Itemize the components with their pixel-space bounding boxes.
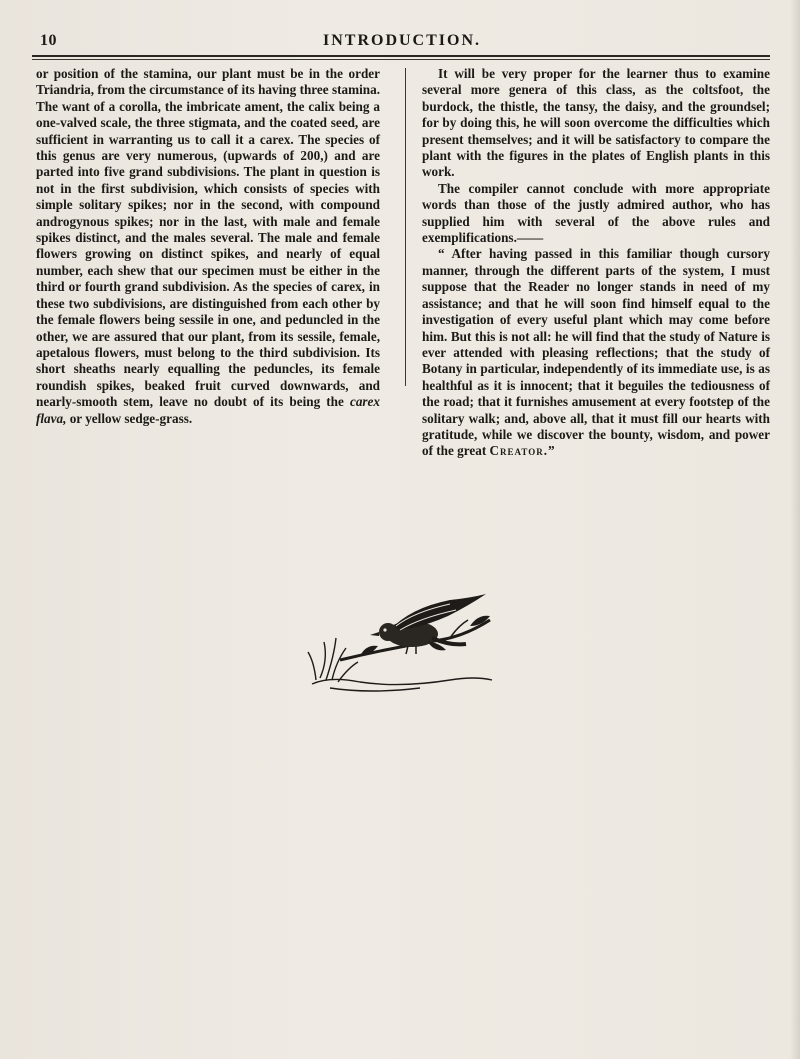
bird-on-branch-vignette-icon	[300, 590, 500, 700]
page-number: 10	[40, 32, 57, 49]
right-paragraph-2: The compiler cannot conclude with more appropriate words than those of the justly admired author, who has supplied him with several of the above rules and exemplifications.——	[422, 180, 770, 246]
creator-word: Creator.	[489, 443, 549, 459]
left-paragraph	[36, 66, 380, 427]
left-column	[36, 66, 380, 427]
page-edge-shadow	[790, 0, 800, 1059]
page-header	[32, 26, 772, 56]
right-column	[422, 66, 770, 460]
header-rule-thin	[32, 59, 770, 60]
column-divider	[405, 68, 406, 386]
closing-quote: ”	[548, 443, 555, 459]
species-name: carex flava,	[36, 394, 380, 426]
right-paragraph-1: It will be very proper for the learner thus to examine several more genera of this class, as the coltsfoot, the burdock, the thistle, the tansy, the daisy, and the groundsel; for by doing this, he will soon overcome the difficulties which present themselves; and it will be satisfactory to compare the plant with the figures in the plates of English plants in this work.	[422, 66, 770, 180]
right-paragraph-3	[422, 246, 770, 459]
quote-text: “ After having passed in this familiar though cursory manner, through the different parts of the system, I must suppose that the Reader no longer stands in need of my assistance; and that he will soon find himself equal to the investigation of every useful plant which may come before him. But this is not all: he will find that the study of Nature is ever attended with pleasing reflections; that the study of Botany in particular, independently of its immediate use, is as healthful as it is innocent; that it beguiles the tediousness of the road; that it furnishes amusement at every footstep of the solitary walk; and, above all, that it must fill our hearts with gratitude, while we discover the bounty, wisdom, and power of the great	[422, 246, 770, 459]
left-paragraph-end: or yellow sedge-grass.	[69, 410, 193, 426]
running-title: INTRODUCTION.	[322, 32, 481, 49]
header-rule-thick	[32, 55, 770, 57]
left-paragraph-text: or position of the stamina, our plant must be in the order Triandria, from the circumstance of its having three stamina. The want of a corolla, the imbricate ament, the calix being a one-valved scale, the three stigmata, and the coated seed, are sufficient in warranting us to call it a carex. The species of this genus are very numerous, (upwards of 200,) and are parted into five grand subdivisions. The plant in question is not in the first subdivision, which consists of species with simple solitary spikes; nor in the second, with compound androgynous spikes; nor in the last, with male and female spikes distinct, and the males several. The male and female flowers growing on distinct spikes, and nearly of equal number, each shew that our specimen must be either in the third or fourth grand subdivision. As the species of carex, in these two subdivisions, are distinguished from each other by the female flowers being sessile in one, and peduncled in the other, we are assured that our plant, from its sessile, female, apetalous flowers, must belong to the third subdivision. Its short sheaths nearly equalling the peduncles, its female roundish spikes, beaked fruit curved downwards, and nearly-smooth stem, leave no doubt of its being the	[36, 66, 380, 410]
bird-icon	[370, 594, 486, 654]
